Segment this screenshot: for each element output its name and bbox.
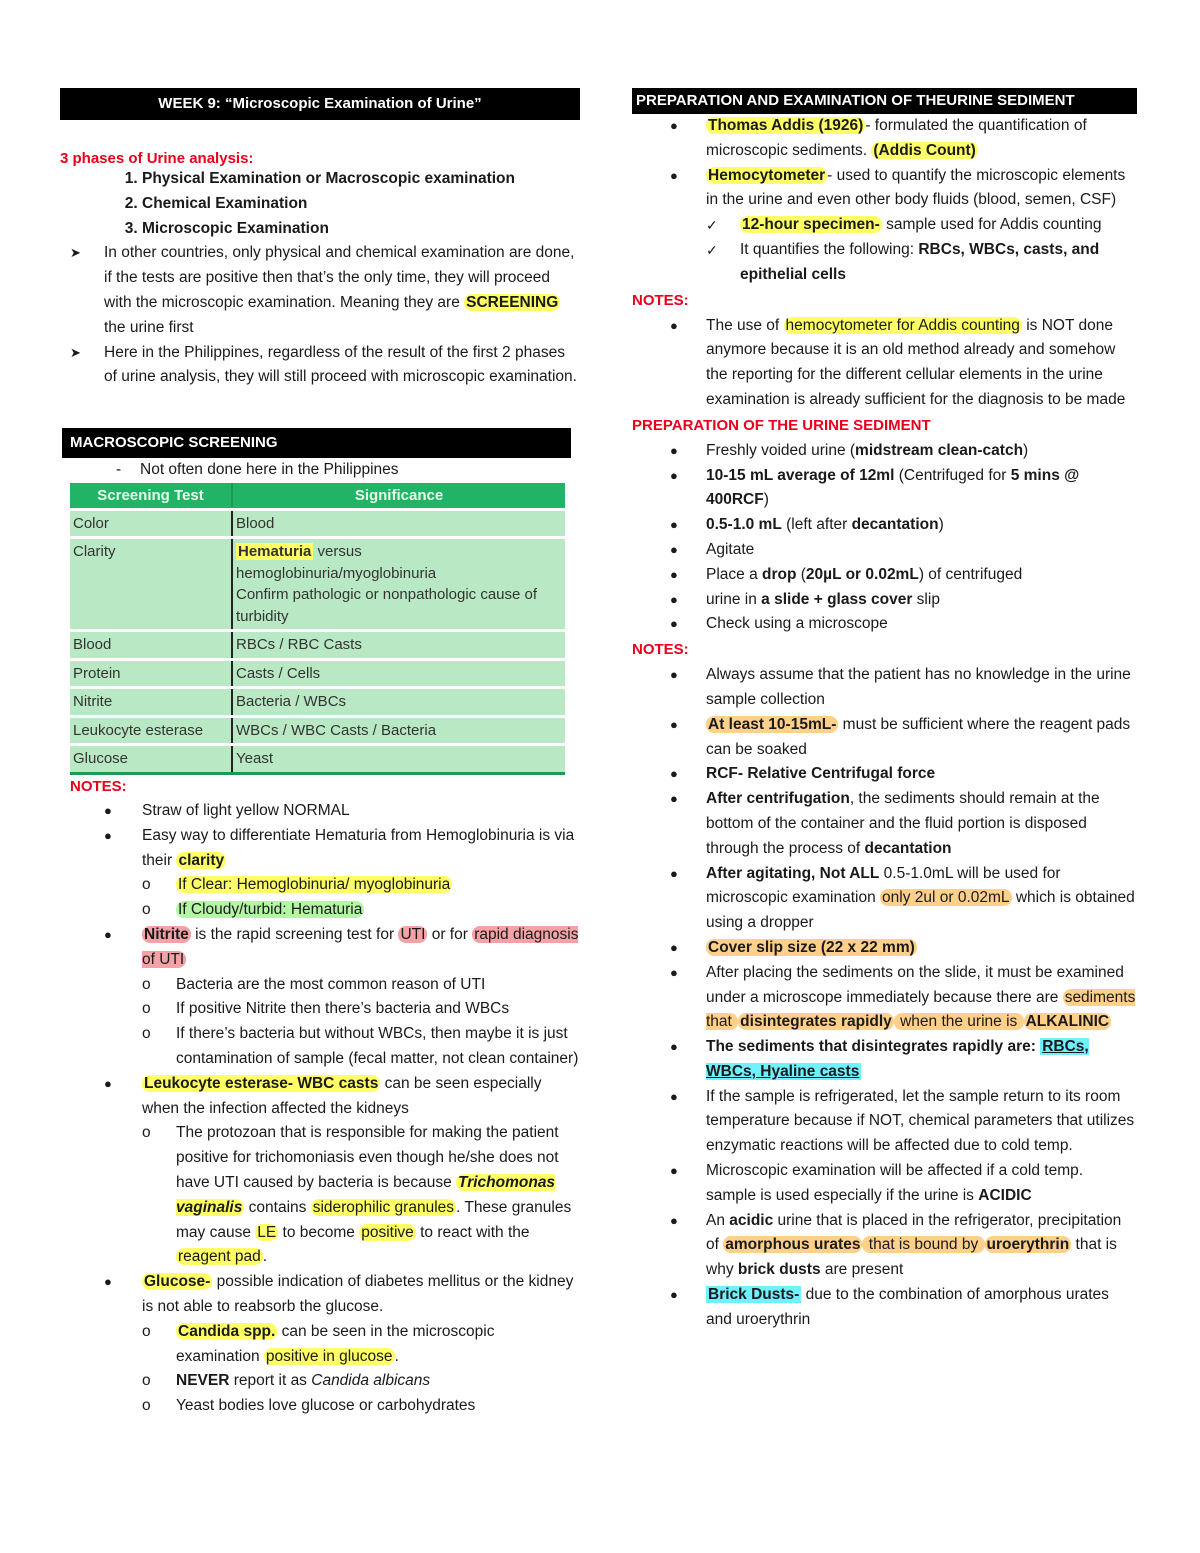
note-item: ● After centrifugation, the sediments should remain at the bottom of the container and the fluid portion is disposed through the process of decantation — [670, 790, 1100, 857]
note-item: ● Brick Dusts- due to the combination of amorphous urates and uroerythrin — [670, 1286, 1109, 1328]
note-item: ● At least 10-15mL- must be sufficient where the reagent pads can be soaked — [670, 715, 1131, 758]
macro-note: - Not often done here in the Philippines — [116, 461, 399, 479]
table-header: Screening Test — [70, 483, 232, 510]
arrow-bullet-icon: ➤ — [70, 245, 81, 261]
note-item: ● After agitating, Not ALL 0.5-1.0mL will be used for microscopic examination only 2ul or 0.02mL which is obtained using a dropper — [670, 864, 1135, 932]
other-countries-item: ➤ In other countries, only physical and chemical examination are done, if the tests are positive then that’s the only time, they will proceed with the microscopic examination. Meaning they are SCREENING the urine first — [60, 241, 580, 340]
note-item: ● Leukocyte esterase- WBC casts can be seen especially when the infection affected the kidneys — [104, 1074, 542, 1117]
prep-item: ● Freshly voided urine (midstream clean-catch) — [670, 441, 1029, 459]
note-item: ● Thomas Addis (1926) - formulated the quantification of microscopic sediments. (Addis Count) — [670, 117, 1087, 159]
note-item: ● The sediments that disintegrates rapidly are: RBCs, WBCs, Hyaline casts — [670, 1038, 1089, 1080]
note-item: ● The use of hemocytometer for Addis counting is NOT done anymore because it is an old method already and somehow the reporting for the different cellular elements in the urine examination is already sufficient for the diagnosis to be made — [670, 316, 1126, 408]
table-row: Glucose Yeast — [70, 745, 565, 774]
check-icon: ✓ — [706, 217, 718, 234]
table-row: Blood RBCs / RBC Casts — [70, 631, 565, 660]
table-row: Protein Casts / Cells — [70, 659, 565, 688]
note-item: ● If the sample is refrigerated, let the sample return to its room temperature because if NOT, chemical parameters that utilizes enzymatic reactions will be affected due to cold temp. — [670, 1087, 1135, 1155]
sub-item: o If Cloudy/turbid: Hematuria — [142, 901, 363, 919]
week-title: WEEK 9: “Microscopic Examination of Urine” — [60, 88, 580, 120]
table-header: Significance — [232, 483, 565, 510]
note-item: ● Microscopic examination will be affected if a cold temp. sample is used especially if the urine is ACIDIC — [670, 1162, 1084, 1204]
table-row: Clarity Hematuria versus hemoglobinuria/myoglobinuria Confirm pathologic or nonpathologic cause of turbidity — [70, 538, 565, 631]
note-item: ● Glucose- possible indication of diabetes mellitus or the kidney is not able to reabsorb the glucose. — [104, 1273, 574, 1315]
note-item: ● Always assume that the patient has no knowledge in the urine sample collection — [670, 666, 1131, 708]
table-header-row — [70, 483, 565, 510]
note-item: ● Cover slip size (22 x 22 mm) — [670, 938, 915, 956]
sub-item: o Yeast bodies love glucose or carbohydrates — [142, 1397, 476, 1415]
sub-item: o If Clear: Hemoglobinuria/ myoglobinuria — [142, 876, 451, 894]
table-row: Nitrite Bacteria / WBCs — [70, 688, 565, 717]
prep-heading: PREPARATION OF THE URINE SEDIMENT — [632, 416, 931, 434]
left-column — [60, 88, 580, 1419]
table-row: Leukocyte esterase WBCs / WBC Casts / Bacteria — [70, 716, 565, 745]
prep-item: ● 0.5-1.0 mL (left after decantation) — [670, 516, 944, 534]
prep-item: ● 10-15 mL average of 12ml (Centrifuged for 5 mins @ 400RCF) — [670, 466, 1080, 509]
sediment-title: PREPARATION AND EXAMINATION OF THEURINE SEDIMENT — [632, 88, 1137, 114]
note-item: ● After placing the sediments on the slide, it must be examined under a microscope immediately because there are sediments that disintegrates rapidly when the urine is ALKALINIC — [670, 963, 1136, 1031]
check-item: ✓ 12-hour specimen- sample used for Addis counting — [632, 213, 1137, 238]
phase-item: 1. Physical Examination or Macroscopic examination — [142, 167, 580, 192]
check-icon: ✓ — [706, 241, 718, 258]
screening-table — [70, 483, 565, 775]
macro-heading: MACROSCOPIC SCREENING — [62, 428, 571, 458]
sub-item: o NEVER report it as Candida albicans — [142, 1372, 431, 1390]
sub-item: o The protozoan that is responsible for making the patient positive for trichomoniasis even though he/she does not have UTI caused by bacteria is because Trichomonas vaginalis contains siderophilic granules . These granules may cause LE to become positive to react with the reagent pad . — [142, 1124, 572, 1266]
sub-item: o If positive Nitrite then there’s bacteria and WBCs — [142, 1000, 510, 1018]
arrow-bullet-icon: ➤ — [70, 344, 81, 360]
sub-item: o If there’s bacteria but without WBCs, then maybe it is just contamination of sample (fecal matter, not clean container) — [142, 1025, 579, 1067]
note-item: ● An acidic urine that is placed in the refrigerator, precipitation of amorphous urates that is bound by uroerythrin that is why brick dusts are present — [670, 1211, 1122, 1279]
phases-heading: 3 phases of Urine analysis: — [60, 150, 254, 167]
note-item: ● Easy way to differentiate Hematuria from Hemoglobinuria is via their clarity — [104, 826, 575, 869]
note-item: ● Nitrite is the rapid screening test for UTI or for rapid diagnosis of UTI — [104, 925, 579, 968]
prep-item: ● urine in a slide + glass cover slip — [670, 590, 940, 608]
prep-item: ● Check using a microscope — [670, 615, 888, 633]
sub-item: o Bacteria are the most common reason of UTI — [142, 975, 486, 993]
check-item: ✓ It quantifies the following: RBCs, WBCs, casts, and epithelial cells — [632, 238, 1137, 288]
sub-item: o Candida spp. can be seen in the microscopic examination positive in glucose . — [142, 1322, 495, 1365]
table-row: Color Blood — [70, 509, 565, 538]
philippines-item: ➤ Here in the Philippines, regardless of the result of the first 2 phases of urine analysis, they will still proceed with microscopic examination. — [60, 341, 580, 391]
prep-item: ● Agitate — [670, 540, 755, 558]
phase-item: 2. Chemical Examination — [142, 192, 580, 217]
notes-label: NOTES: — [70, 777, 127, 795]
note-item: ● Hemocytometer - used to quantify the microscopic elements in the urine and even other body fluids (blood, semen, CSF) — [670, 166, 1126, 209]
notes-label: NOTES: — [632, 641, 689, 659]
note-item: ● RCF- Relative Centrifugal force — [670, 765, 936, 783]
right-column — [632, 88, 1137, 1333]
notes-label: NOTES: — [632, 291, 689, 309]
phase-item: 3. Microscopic Examination — [142, 217, 580, 242]
phases-list — [60, 167, 580, 241]
note-item: ● Straw of light yellow NORMAL — [104, 801, 350, 819]
prep-item: ● Place a drop (20µL or 0.02mL) of centrifuged — [670, 565, 1023, 583]
